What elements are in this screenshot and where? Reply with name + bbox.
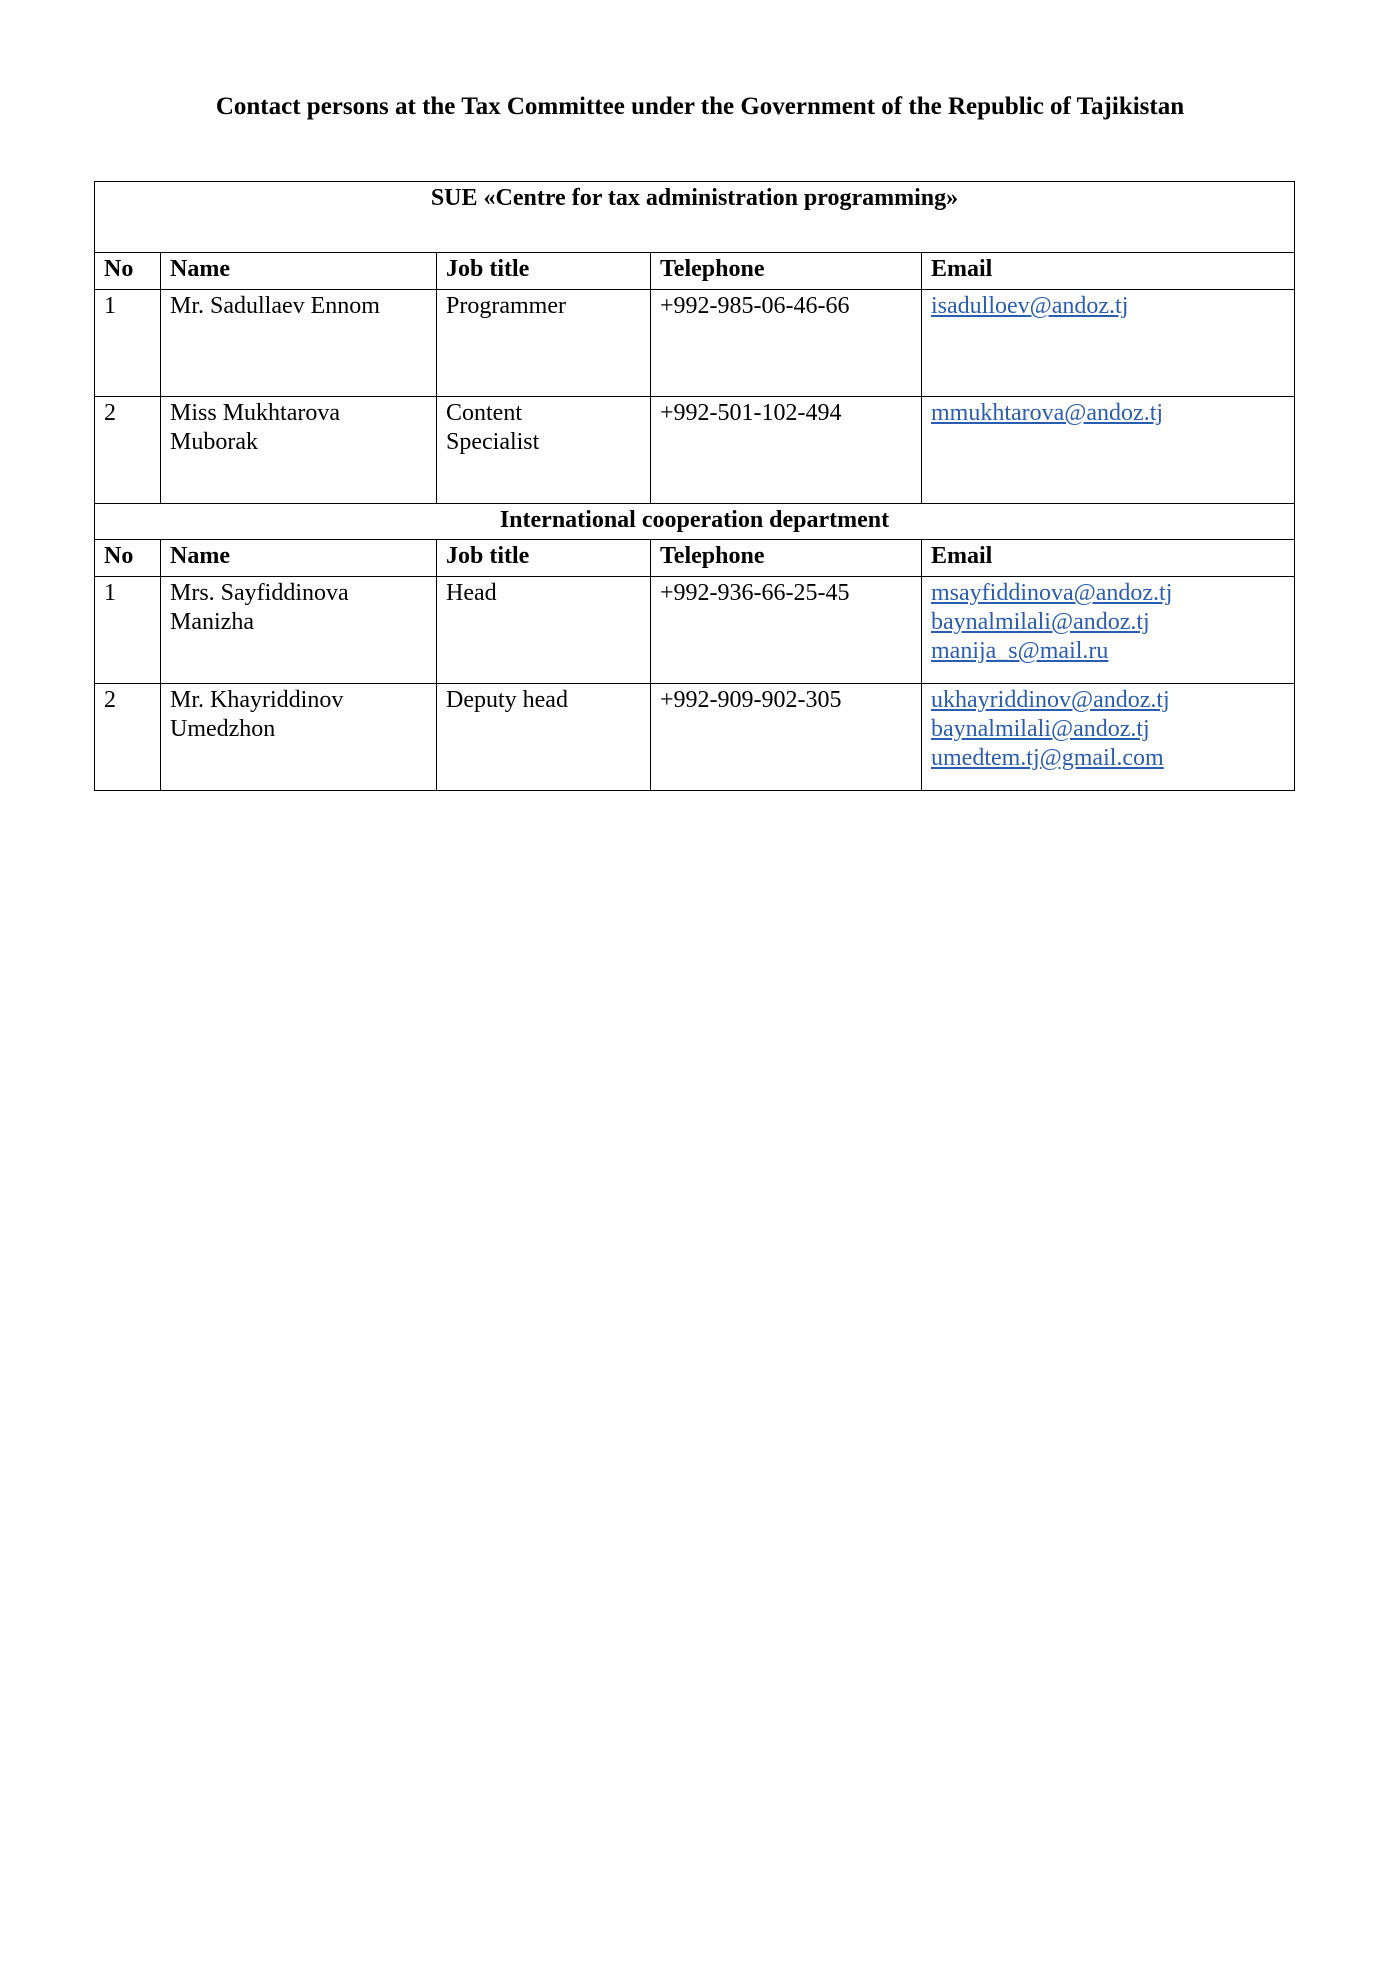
- contact-job-title: [437, 290, 651, 397]
- job-title-line: Content: [446, 400, 522, 426]
- contact-name: [161, 397, 437, 504]
- contact-email-cell: [922, 290, 1295, 397]
- document-title: Contact persons at the Tax Committee under the Government of the Republic of Tajikistan: [215, 93, 1185, 120]
- contact-telephone: +992-501-102-494: [651, 397, 922, 504]
- table-row: [95, 577, 1295, 684]
- section-title: SUE «Centre for tax administration programming»: [95, 182, 1295, 253]
- section-header-row: [95, 504, 1295, 540]
- column-header-no: No: [95, 540, 161, 577]
- column-header-no: No: [95, 253, 161, 290]
- row-number: 2: [95, 684, 161, 791]
- contact-email-cell: [922, 397, 1295, 504]
- email-link[interactable]: mmukhtarova@andoz.tj: [931, 400, 1164, 426]
- contacts-table: [94, 181, 1295, 791]
- email-link[interactable]: baynalmilali@andoz.tj: [931, 609, 1150, 635]
- contact-email-cell: [922, 577, 1295, 684]
- contact-name: [161, 290, 437, 397]
- contact-name-line: Muborak: [170, 429, 258, 455]
- contact-name-line: Miss Mukhtarova: [170, 400, 340, 426]
- email-link[interactable]: isadulloev@andoz.tj: [931, 293, 1129, 319]
- column-header-row: [95, 253, 1295, 290]
- table-row: [95, 290, 1295, 397]
- job-title-line: Specialist: [446, 429, 540, 455]
- column-header-row: [95, 540, 1295, 577]
- contact-email-cell: [922, 684, 1295, 791]
- column-header-name: Name: [161, 253, 437, 290]
- contact-name-line: Mr. Khayriddinov: [170, 687, 344, 713]
- column-header-job-title: Job title: [437, 253, 651, 290]
- job-title-line: Deputy head: [446, 687, 568, 713]
- contact-telephone: +992-985-06-46-66: [651, 290, 922, 397]
- email-link[interactable]: baynalmilali@andoz.tj: [931, 716, 1150, 742]
- column-header-name: Name: [161, 540, 437, 577]
- row-number: 1: [95, 577, 161, 684]
- contact-name-line: Mr. Sadullaev Ennom: [170, 293, 380, 319]
- contact-telephone: +992-936-66-25-45: [651, 577, 922, 684]
- column-header-telephone: Telephone: [651, 540, 922, 577]
- contact-job-title: [437, 684, 651, 791]
- contact-job-title: [437, 577, 651, 684]
- contact-name: [161, 577, 437, 684]
- email-link[interactable]: msayfiddinova@andoz.tj: [931, 580, 1173, 606]
- email-link[interactable]: umedtem.tj@gmail.com: [931, 745, 1164, 771]
- section-header-row: [95, 182, 1295, 253]
- contact-job-title: [437, 397, 651, 504]
- contact-telephone: +992-909-902-305: [651, 684, 922, 791]
- job-title-line: Programmer: [446, 293, 566, 319]
- email-link[interactable]: ukhayriddinov@andoz.tj: [931, 687, 1170, 713]
- contact-name: [161, 684, 437, 791]
- table-row: [95, 397, 1295, 504]
- column-header-email: Email: [922, 540, 1295, 577]
- contact-name-line: Manizha: [170, 609, 254, 635]
- row-number: 1: [95, 290, 161, 397]
- row-number: 2: [95, 397, 161, 504]
- table-row: [95, 684, 1295, 791]
- job-title-line: Head: [446, 580, 497, 606]
- column-header-email: Email: [922, 253, 1295, 290]
- email-link[interactable]: manija_s@mail.ru: [931, 638, 1109, 664]
- contact-name-line: Mrs. Sayfiddinova: [170, 580, 349, 606]
- contact-name-line: Umedzhon: [170, 716, 276, 742]
- section-title: International cooperation department: [95, 504, 1295, 540]
- column-header-job-title: Job title: [437, 540, 651, 577]
- column-header-telephone: Telephone: [651, 253, 922, 290]
